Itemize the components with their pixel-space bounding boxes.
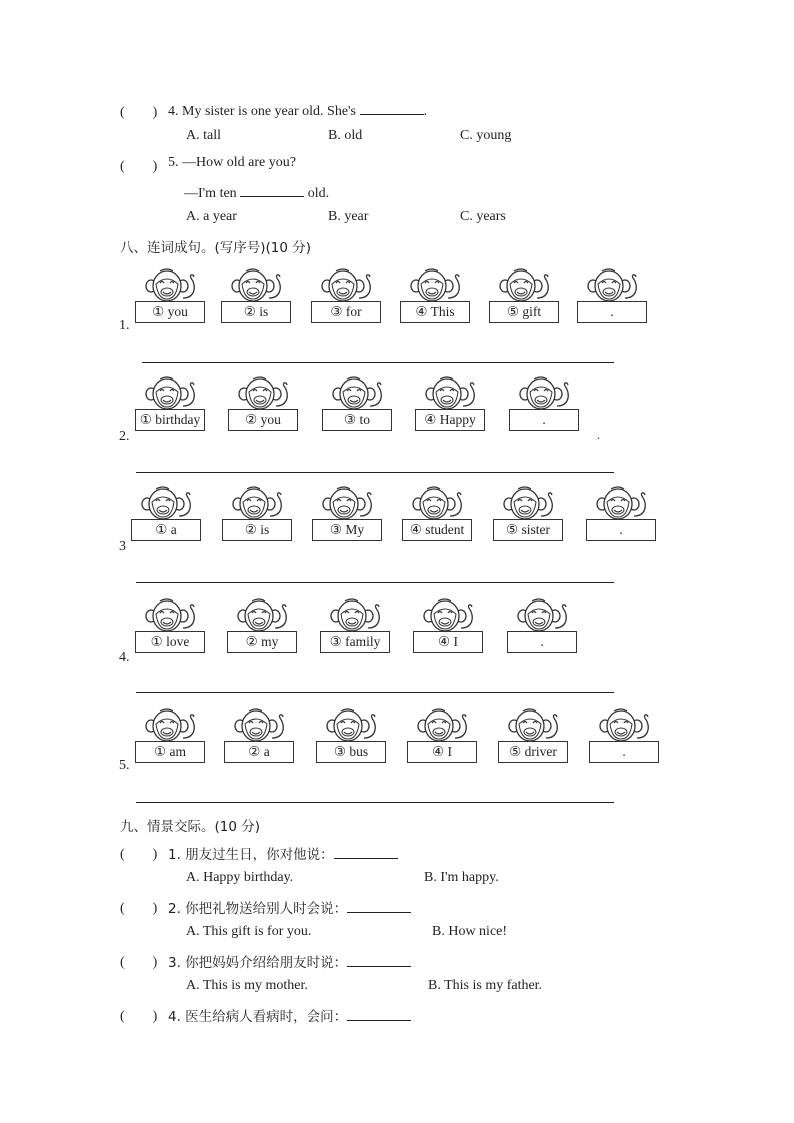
word-card <box>222 486 294 544</box>
word-card-label: ⑤ gift <box>489 301 559 323</box>
answer-blank[interactable] <box>360 101 424 115</box>
option-a: A. Happy birthday. <box>186 870 294 885</box>
word-card-label: ① birthday <box>135 409 205 431</box>
situation-question-2 <box>168 897 411 917</box>
word-card-label: ② my <box>227 631 297 653</box>
word-card <box>316 708 388 766</box>
word-card <box>320 598 392 656</box>
row-number: 2. <box>119 429 130 444</box>
word-card <box>322 376 394 434</box>
situation-question-3 <box>168 951 411 971</box>
word-card <box>221 268 293 326</box>
word-card-label: ③ bus <box>316 741 386 763</box>
answer-line[interactable] <box>136 472 614 473</box>
word-card <box>489 268 561 326</box>
answer-line[interactable] <box>136 582 614 583</box>
answer-line[interactable] <box>136 692 614 693</box>
answer-blank[interactable] <box>347 953 411 967</box>
answer-paren[interactable]: ( ) <box>120 955 158 970</box>
word-card <box>311 268 383 326</box>
question-4-end: . <box>423 104 428 119</box>
word-card <box>509 376 581 434</box>
word-card-label: ③ family <box>320 631 390 653</box>
question-4-stem: 4. My sister is one year old. She's <box>168 104 357 119</box>
word-card <box>135 598 207 656</box>
question-5-reply <box>184 183 329 202</box>
situation-question-2-stem: 2. 你把礼物送给别人时会说： <box>168 901 348 917</box>
row-number: 1. <box>119 318 130 333</box>
word-card-label: ③ My <box>312 519 382 541</box>
word-card-label: ④ This <box>400 301 470 323</box>
word-card-label: . <box>507 631 577 653</box>
word-card <box>589 708 661 766</box>
word-card-label: ④ student <box>402 519 472 541</box>
word-card-label: ② a <box>224 741 294 763</box>
word-card-label: ④ I <box>413 631 483 653</box>
option-b: B. year <box>328 209 369 224</box>
word-card-label: ② you <box>228 409 298 431</box>
row-number: 4. <box>119 650 130 665</box>
word-card <box>407 708 479 766</box>
option-b: B. old <box>328 128 363 143</box>
situation-question-1 <box>168 843 398 863</box>
word-card-label: . <box>509 409 579 431</box>
answer-blank[interactable] <box>334 845 398 859</box>
option-a: A. tall <box>186 128 221 143</box>
situation-question-4-stem: 4. 医生给病人看病时，会问： <box>168 1009 348 1025</box>
word-card-label: . <box>589 741 659 763</box>
section-9-heading: 九、情景交际。(10 分) <box>120 819 261 835</box>
row-number: 5. <box>119 758 130 773</box>
question-5-reply-start: —I'm ten <box>184 186 237 201</box>
question-5-stem: 5. —How old are you? <box>168 155 296 170</box>
word-card <box>227 598 299 656</box>
option-a: A. This gift is for you. <box>186 924 312 939</box>
word-card-label: ① a <box>131 519 201 541</box>
word-card <box>577 268 649 326</box>
answer-line[interactable] <box>142 362 614 363</box>
situation-question-1-stem: 1. 朋友过生日，你对他说： <box>168 847 334 863</box>
word-card <box>493 486 565 544</box>
word-card <box>498 708 570 766</box>
word-card-label: ① am <box>135 741 205 763</box>
option-b: B. This is my father. <box>428 978 543 993</box>
word-card <box>413 598 485 656</box>
word-card-label: ② is <box>221 301 291 323</box>
word-card <box>400 268 472 326</box>
word-card <box>586 486 658 544</box>
word-card <box>135 268 207 326</box>
answer-paren[interactable]: ( ) <box>120 159 158 174</box>
word-card-label: ① you <box>135 301 205 323</box>
option-a: A. This is my mother. <box>186 978 308 993</box>
answer-paren[interactable]: ( ) <box>120 901 158 916</box>
row-number: 3 <box>119 539 126 554</box>
word-card-label: ③ for <box>311 301 381 323</box>
word-card <box>224 708 296 766</box>
word-card-label: ③ to <box>322 409 392 431</box>
option-a: A. a year <box>186 209 237 224</box>
word-card <box>131 486 203 544</box>
word-card <box>312 486 384 544</box>
answer-paren[interactable]: ( ) <box>120 847 158 862</box>
word-card <box>135 376 207 434</box>
word-card-label: . <box>586 519 656 541</box>
answer-blank[interactable] <box>347 1007 411 1021</box>
answer-blank[interactable] <box>347 899 411 913</box>
word-card-label: ④ I <box>407 741 477 763</box>
word-card-label: ④ Happy <box>415 409 485 431</box>
word-card <box>402 486 474 544</box>
section-8-heading: 八、连词成句。(写序号)(10 分) <box>120 240 312 256</box>
option-b: B. How nice! <box>432 924 508 939</box>
word-card <box>135 708 207 766</box>
option-c: C. young <box>460 128 512 143</box>
option-c: C. years <box>460 209 506 224</box>
answer-blank[interactable] <box>240 183 304 197</box>
word-card-label: ② is <box>222 519 292 541</box>
question-5-reply-end: old. <box>307 186 330 201</box>
question-4 <box>168 101 427 120</box>
option-b: B. I'm happy. <box>424 870 499 885</box>
word-card-label: ⑤ sister <box>493 519 563 541</box>
answer-line[interactable] <box>136 802 614 803</box>
word-card-label: ① love <box>135 631 205 653</box>
word-card <box>507 598 579 656</box>
situation-question-4 <box>168 1005 411 1025</box>
word-card-label: ⑤ driver <box>498 741 568 763</box>
word-card <box>228 376 300 434</box>
word-card-label: . <box>577 301 647 323</box>
answer-paren[interactable]: ( ) <box>120 1009 158 1024</box>
answer-paren[interactable]: ( ) <box>120 105 158 120</box>
stray-dot: . <box>597 428 600 442</box>
situation-question-3-stem: 3. 你把妈妈介绍给朋友时说： <box>168 955 348 971</box>
word-card <box>415 376 487 434</box>
